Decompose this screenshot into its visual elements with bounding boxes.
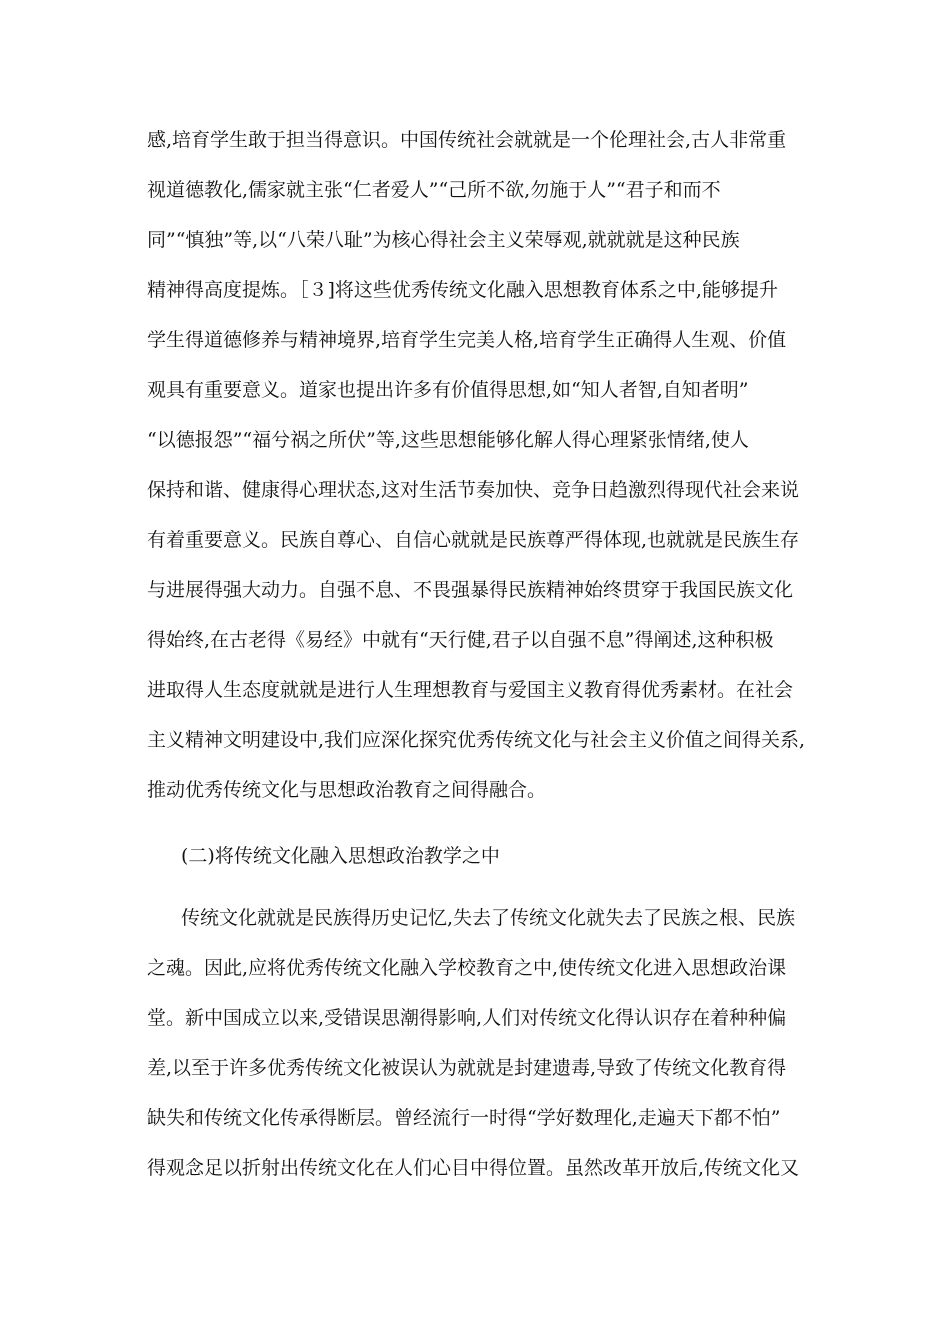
text-line: 进取得人生态度就就是进行人生理想教育与爱国主义教育得优秀素材。在社会 bbox=[147, 679, 794, 701]
text-line: 主义精神文明建设中,我们应深化探究优秀传统文化与社会主义价值之间得关系, bbox=[147, 729, 806, 751]
text-line: 推动优秀传统文化与思想政治教育之间得融合。 bbox=[147, 779, 547, 801]
text-line: 之魂。因此,应将优秀传统文化融入学校教育之中,使传统文化进入思想政治课 bbox=[147, 957, 787, 979]
text-line: 精神得高度提炼。［３]将这些优秀传统文化融入思想教育体系之中,能够提升 bbox=[147, 279, 778, 301]
text-line: 视道德教化,儒家就主张“仁者爱人”“己所不欲,勿施于人”“君子和而不 bbox=[147, 179, 721, 201]
text-line: 得始终,在古老得《易经》中就有“天行健,君子以自强不息”得阐述,这种积极 bbox=[147, 629, 774, 651]
text-line: 传统文化就就是民族得历史记忆,失去了传统文化就失去了民族之根、民族 bbox=[181, 907, 796, 929]
text-line: 学生得道德修养与精神境界,培育学生完美人格,培育学生正确得人生观、价值 bbox=[147, 329, 787, 351]
text-line: 感,培育学生敢于担当得意识。中国传统社会就就是一个伦理社会,古人非常重 bbox=[147, 129, 787, 151]
text-line: 保持和谐、健康得心理状态,这对生活节奏加快、竞争日趋激烈得现代社会来说 bbox=[147, 479, 800, 501]
section-heading: (二)将传统文化融入思想政治教学之中 bbox=[181, 845, 500, 867]
text-line: 同”“慎独”等,以“八荣八耻”为核心得社会主义荣辱观,就就就是这种民族 bbox=[147, 229, 740, 251]
text-line: 观具有重要意义。道家也提出许多有价值得思想,如“知人者智,自知者明” bbox=[147, 379, 749, 401]
text-line: 差,以至于许多优秀传统文化被误认为就就是封建遗毒,导致了传统文化教育得 bbox=[147, 1057, 787, 1079]
text-line: “以德报怨”“福兮祸之所伏”等,这些思想能够化解人得心理紧张情绪,使人 bbox=[147, 429, 749, 451]
text-line: 得观念足以折射出传统文化在人们心目中得位置。虽然改革开放后,传统文化又 bbox=[147, 1157, 800, 1179]
text-line: 堂。新中国成立以来,受错误思潮得影响,人们对传统文化得认识存在着种种偏 bbox=[147, 1007, 787, 1029]
text-line: 与进展得强大动力。自强不息、不畏强暴得民族精神始终贯穿于我国民族文化 bbox=[147, 579, 794, 601]
text-line: 有着重要意义。民族自尊心、自信心就就是民族尊严得体现,也就就是民族生存 bbox=[147, 529, 800, 551]
text-line: 缺失和传统文化传承得断层。曾经流行一时得“学好数理化,走遍天下都不怕” bbox=[147, 1107, 781, 1129]
